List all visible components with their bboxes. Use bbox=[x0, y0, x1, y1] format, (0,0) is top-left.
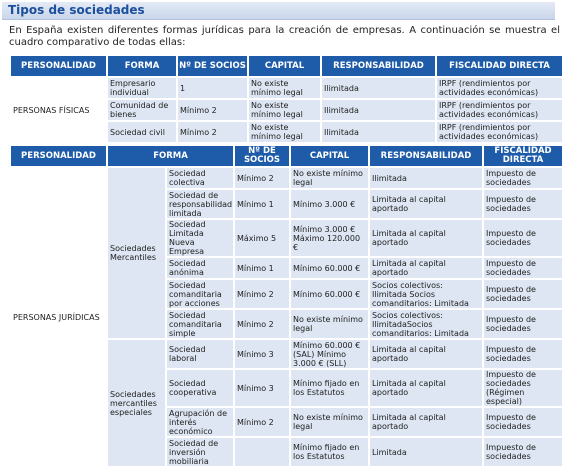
cell-fiscalidad: Impuesto de sociedades bbox=[484, 190, 562, 218]
cell-capital: Mínimo 60.000 € bbox=[291, 280, 368, 308]
cell-socios: Mínimo 2 bbox=[178, 122, 247, 142]
cell-responsabilidad: Limitada al capital aportado bbox=[370, 220, 482, 256]
col-header-capital: CAPITAL bbox=[249, 56, 320, 76]
cell-fiscalidad: Impuesto de sociedades bbox=[484, 280, 562, 308]
cell-fiscalidad: Impuesto de sociedades bbox=[484, 310, 562, 338]
cell-fiscalidad: IRPF (rendimientos por actividades económicas) bbox=[437, 122, 562, 142]
cell-capital: Mínimo fijado en los Estatutos bbox=[291, 438, 368, 466]
col-header-socios: Nº DE SOCIOS bbox=[178, 56, 247, 76]
cell-forma: Sociedad Limitada Nueva Empresa bbox=[167, 220, 233, 256]
cell-fiscalidad: Impuesto de sociedades bbox=[484, 438, 562, 466]
page-title: Tipos de sociedades bbox=[8, 3, 145, 17]
cell-capital: No existe mínimo legal bbox=[249, 100, 320, 120]
cell-responsabilidad: Limitada al capital aportado bbox=[370, 340, 482, 368]
col-header-forma: FORMA bbox=[108, 146, 233, 166]
col-header-personalidad: PERSONALIDAD bbox=[11, 56, 106, 76]
cell-socios: Mínimo 2 bbox=[235, 168, 289, 188]
personas-juridicas-table bbox=[9, 144, 564, 468]
cell-responsabilidad: Limitada bbox=[370, 438, 482, 466]
cell-forma: Sociedad civil bbox=[108, 122, 176, 142]
intro-paragraph: En España existen diferentes formas jurídicas para la creación de empresas. A continuación se muestra el cuadro comparativo de todas ellas: bbox=[9, 25, 560, 48]
table-row bbox=[11, 78, 562, 98]
col-header-socios: Nº DE SOCIOS bbox=[235, 146, 289, 166]
cell-responsabilidad: Limitada al capital aportado bbox=[370, 408, 482, 436]
cell-socios: Mínimo 2 bbox=[178, 100, 247, 120]
cell-socios: Mínimo 2 bbox=[235, 280, 289, 308]
cell-responsabilidad: Limitada al capital aportado bbox=[370, 190, 482, 218]
cell-fiscalidad: IRPF (rendimientos por actividades económicas) bbox=[437, 78, 562, 98]
table-row bbox=[11, 168, 562, 188]
cell-capital: Mínimo fijado en los Estatutos bbox=[291, 370, 368, 406]
col-header-responsabilidad: RESPONSABILIDAD bbox=[370, 146, 482, 166]
title-bar bbox=[2, 2, 555, 20]
col-header-responsabilidad: RESPONSABILIDAD bbox=[322, 56, 435, 76]
cell-responsabilidad: Socios colectivos: IlimitadaSocios comanditarios: Limitada bbox=[370, 310, 482, 338]
cell-forma: Sociedad laboral bbox=[167, 340, 233, 368]
cell-capital: Mínimo 3.000 € Máximo 120.000 € bbox=[291, 220, 368, 256]
cell-forma: Empresario individual bbox=[108, 78, 176, 98]
cell-forma: Sociedad de responsabilidad limitada bbox=[169, 190, 233, 218]
cell-socios: Mínimo 3 bbox=[235, 370, 289, 406]
cell-responsabilidad: Limitada al capital aportado bbox=[370, 370, 482, 406]
cell-capital: No existe mínimo legal bbox=[291, 408, 368, 436]
table-header-row bbox=[11, 146, 562, 166]
cell-fiscalidad: Impuesto de sociedades bbox=[484, 340, 562, 368]
cell-capital: Mínimo 60.000 € bbox=[291, 258, 368, 278]
cell-socios: Mínimo 1 bbox=[235, 190, 289, 218]
col-header-personalidad: PERSONALIDAD bbox=[11, 146, 106, 166]
cell-socios: Máximo 5 bbox=[235, 220, 289, 256]
cell-capital: No existe mínimo legal bbox=[249, 122, 320, 142]
col-header-fiscalidad: FISCALIDAD DIRECTA bbox=[484, 146, 562, 166]
cell-fiscalidad: Impuesto de sociedades bbox=[484, 408, 562, 436]
table-header-row bbox=[11, 56, 562, 76]
cell-socios: Mínimo 2 bbox=[235, 310, 289, 338]
cell-forma: Sociedad colectiva bbox=[167, 168, 233, 188]
cell-capital: No existe mínimo legal bbox=[291, 310, 368, 338]
col-header-capital: CAPITAL bbox=[291, 146, 368, 166]
cell-forma: Sociedad anónima bbox=[167, 258, 233, 278]
cell-socios: Mínimo 1 bbox=[235, 258, 289, 278]
cell-forma: Sociedad cooperativa bbox=[167, 370, 233, 406]
cell-socios: Mínimo 2 bbox=[235, 408, 289, 436]
subgroup-sociedades-mercantiles: Sociedades Mercantiles bbox=[108, 168, 165, 338]
cell-socios: Mínimo 3 bbox=[235, 340, 289, 368]
cell-fiscalidad: Impuesto de sociedades bbox=[484, 220, 562, 256]
cell-forma: Sociedad comanditaria simple bbox=[167, 310, 233, 338]
cell-forma: Sociedad comanditaria por acciones bbox=[167, 280, 233, 308]
group-personas-juridicas: PERSONAS JURÍDICAS bbox=[11, 168, 106, 466]
cell-forma: Comunidad de bienes bbox=[108, 100, 176, 120]
cell-responsabilidad: Socios colectivos: Ilimitada Socios comanditarios: Limitada bbox=[370, 280, 482, 308]
personas-fisicas-table bbox=[9, 54, 564, 144]
cell-capital: Mínimo 60.000 € (SAL) Mínimo 3.000 € (SLL) bbox=[291, 340, 368, 368]
cell-responsabilidad: Ilimitada bbox=[322, 100, 435, 120]
cell-fiscalidad: Impuesto de sociedades (Régimen especial) bbox=[484, 370, 562, 406]
cell-fiscalidad: IRPF (rendimientos por actividades económicas) bbox=[437, 100, 562, 120]
cell-socios: 1 bbox=[178, 78, 247, 98]
cell-forma: Agrupación de interés económico bbox=[167, 408, 233, 436]
cell-fiscalidad: Impuesto de sociedades bbox=[484, 258, 562, 278]
cell-responsabilidad: Ilimitada bbox=[322, 78, 435, 98]
col-header-fiscalidad: FISCALIDAD DIRECTA bbox=[437, 56, 562, 76]
cell-responsabilidad: Ilimitada bbox=[322, 122, 435, 142]
group-personas-fisicas: PERSONAS FÍSICAS bbox=[11, 78, 106, 142]
cell-capital: No existe mínimo legal bbox=[249, 78, 320, 98]
cell-capital: Mínimo 3.000 € bbox=[291, 190, 368, 218]
cell-forma: Sociedad de inversión mobiliaria bbox=[167, 438, 233, 466]
cell-socios bbox=[235, 438, 289, 466]
cell-fiscalidad: Impuesto de sociedades bbox=[484, 168, 562, 188]
cell-responsabilidad: Ilimitada bbox=[370, 168, 482, 188]
cell-responsabilidad: Limitada al capital aportado bbox=[370, 258, 482, 278]
cell-capital: No existe mínimo legal bbox=[291, 168, 368, 188]
subgroup-sociedades-mercantiles-especiales: Sociedades mercantiles especiales bbox=[108, 340, 165, 466]
col-header-forma: FORMA bbox=[108, 56, 176, 76]
